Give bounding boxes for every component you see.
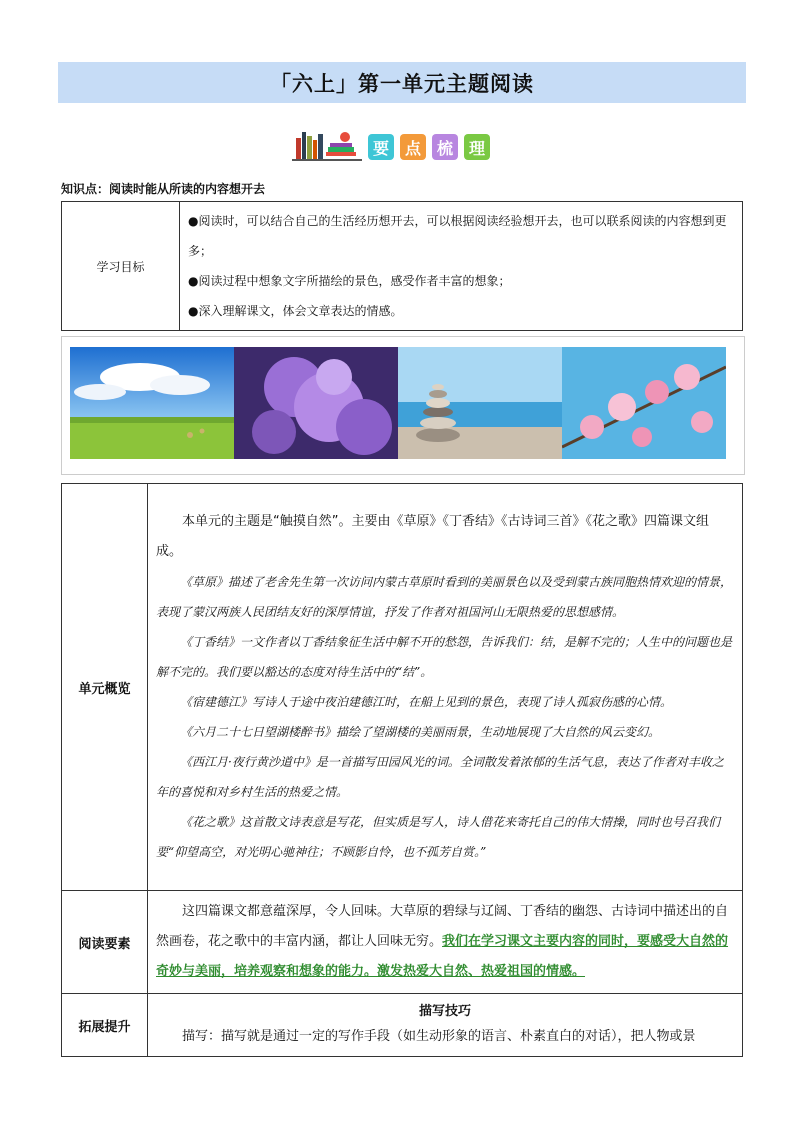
knowledge-point: 知识点：阅读时能从所读的内容想开去 [61, 182, 266, 196]
section-chip-2: 点 [400, 134, 426, 160]
overview-paragraph: 《宿建德江》写诗人于途中夜泊建德江时，在船上见到的景色，表现了诗人孤寂伤感的心情。 [180, 695, 673, 709]
goal-item: ●阅读时，可以结合自己的生活经历想开去，可以根据阅读经验想开去，也可以联系阅读的内容想到更多； [188, 214, 727, 258]
section-chip-4: 理 [464, 134, 490, 160]
overview-paragraph: 《丁香结》一文作者以丁香结象征生活中解不开的愁怨，告诉我们：结，是解不完的；人生中的问题也是解不完的。我们要以豁达的态度对待生活中的“结”。 [156, 635, 733, 679]
stones-photo [398, 347, 562, 459]
overview-paragraph: 《西江月·夜行黄沙道中》是一首描写田园风光的词。全词散发着浓郁的生活气息，表达了作者对丰收之年的喜悦和对乡村生活的热爱之情。 [156, 755, 724, 799]
overview-content [148, 484, 743, 891]
section-header [292, 126, 502, 162]
goals-label: 学习目标 [62, 202, 180, 331]
section-chip-3: 梳 [432, 134, 458, 160]
reading-main-text: 这四篇课文都意蕴深厚，令人回味。大草原的碧绿与辽阔、丁香结的幽怨、古诗词中描述出的自然画卷，花之歌中的丰富内涵，都让人回味无穷。 [156, 904, 729, 949]
magnolia-photo [562, 347, 726, 459]
reading-label: 阅读要素 [62, 891, 148, 994]
reading-text [156, 897, 734, 987]
overview-paragraph: 《草原》描述了老舍先生第一次访问内蒙古草原时看到的美丽景色以及受到蒙古族同胞热情欢迎的情景，表现了蒙汉两族人民团结友好的深厚情谊，抒发了作者对祖国河山无限热爱的思想感情。 [156, 575, 733, 619]
extension-content [148, 994, 743, 1057]
reading-content [148, 891, 743, 994]
goal-item: ●深入理解课文，体会文章表达的情感。 [188, 304, 403, 318]
overview-label: 单元概览 [62, 484, 148, 891]
reading-highlight: 我们在学习课文主要内容的同时，要感受大自然的奇妙与美丽，培养观察和想象的能力。激发热爱大自然、热爱祖国的情感。 [156, 934, 729, 979]
page-title: 「六上」第一单元主题阅读 [270, 71, 534, 96]
grassland-photo [70, 347, 234, 459]
goals-content [180, 202, 743, 331]
overview-intro: 本单元的主题是“触摸自然”。主要由《草原》《丁香结》《古诗词三首》《花之歌》四篇课文组成。 [156, 514, 709, 559]
section-chip-1: 要 [368, 134, 394, 160]
lilac-photo [234, 347, 398, 459]
overview-paragraph: 《花之歌》这首散文诗表意是写花，但实质是写人，诗人借花来寄托自己的伟大情操，同时也号召我们要“仰望高空，对光明心驰神往；不顾影自怜，也不孤芳自赏。” [156, 815, 721, 859]
books-icon [292, 126, 362, 162]
extension-text: 描写：描写就是通过一定的写作手段（如生动形象的语言、朴素直白的对话），把人物或景 [182, 1029, 696, 1044]
title-banner [58, 62, 746, 103]
extension-label: 拓展提升 [62, 994, 148, 1057]
extension-heading: 描写技巧 [418, 1004, 471, 1019]
goal-item: ●阅读过程中想象文字所描绘的景色，感受作者丰富的想象； [188, 274, 511, 288]
photo-strip [61, 336, 745, 475]
overview-paragraph: 《六月二十七日望湖楼醉书》描绘了望湖楼的美丽雨景，生动地展现了大自然的风云变幻。 [180, 725, 661, 739]
unit-overview-table [61, 483, 743, 1057]
learning-goals-table [61, 201, 743, 331]
